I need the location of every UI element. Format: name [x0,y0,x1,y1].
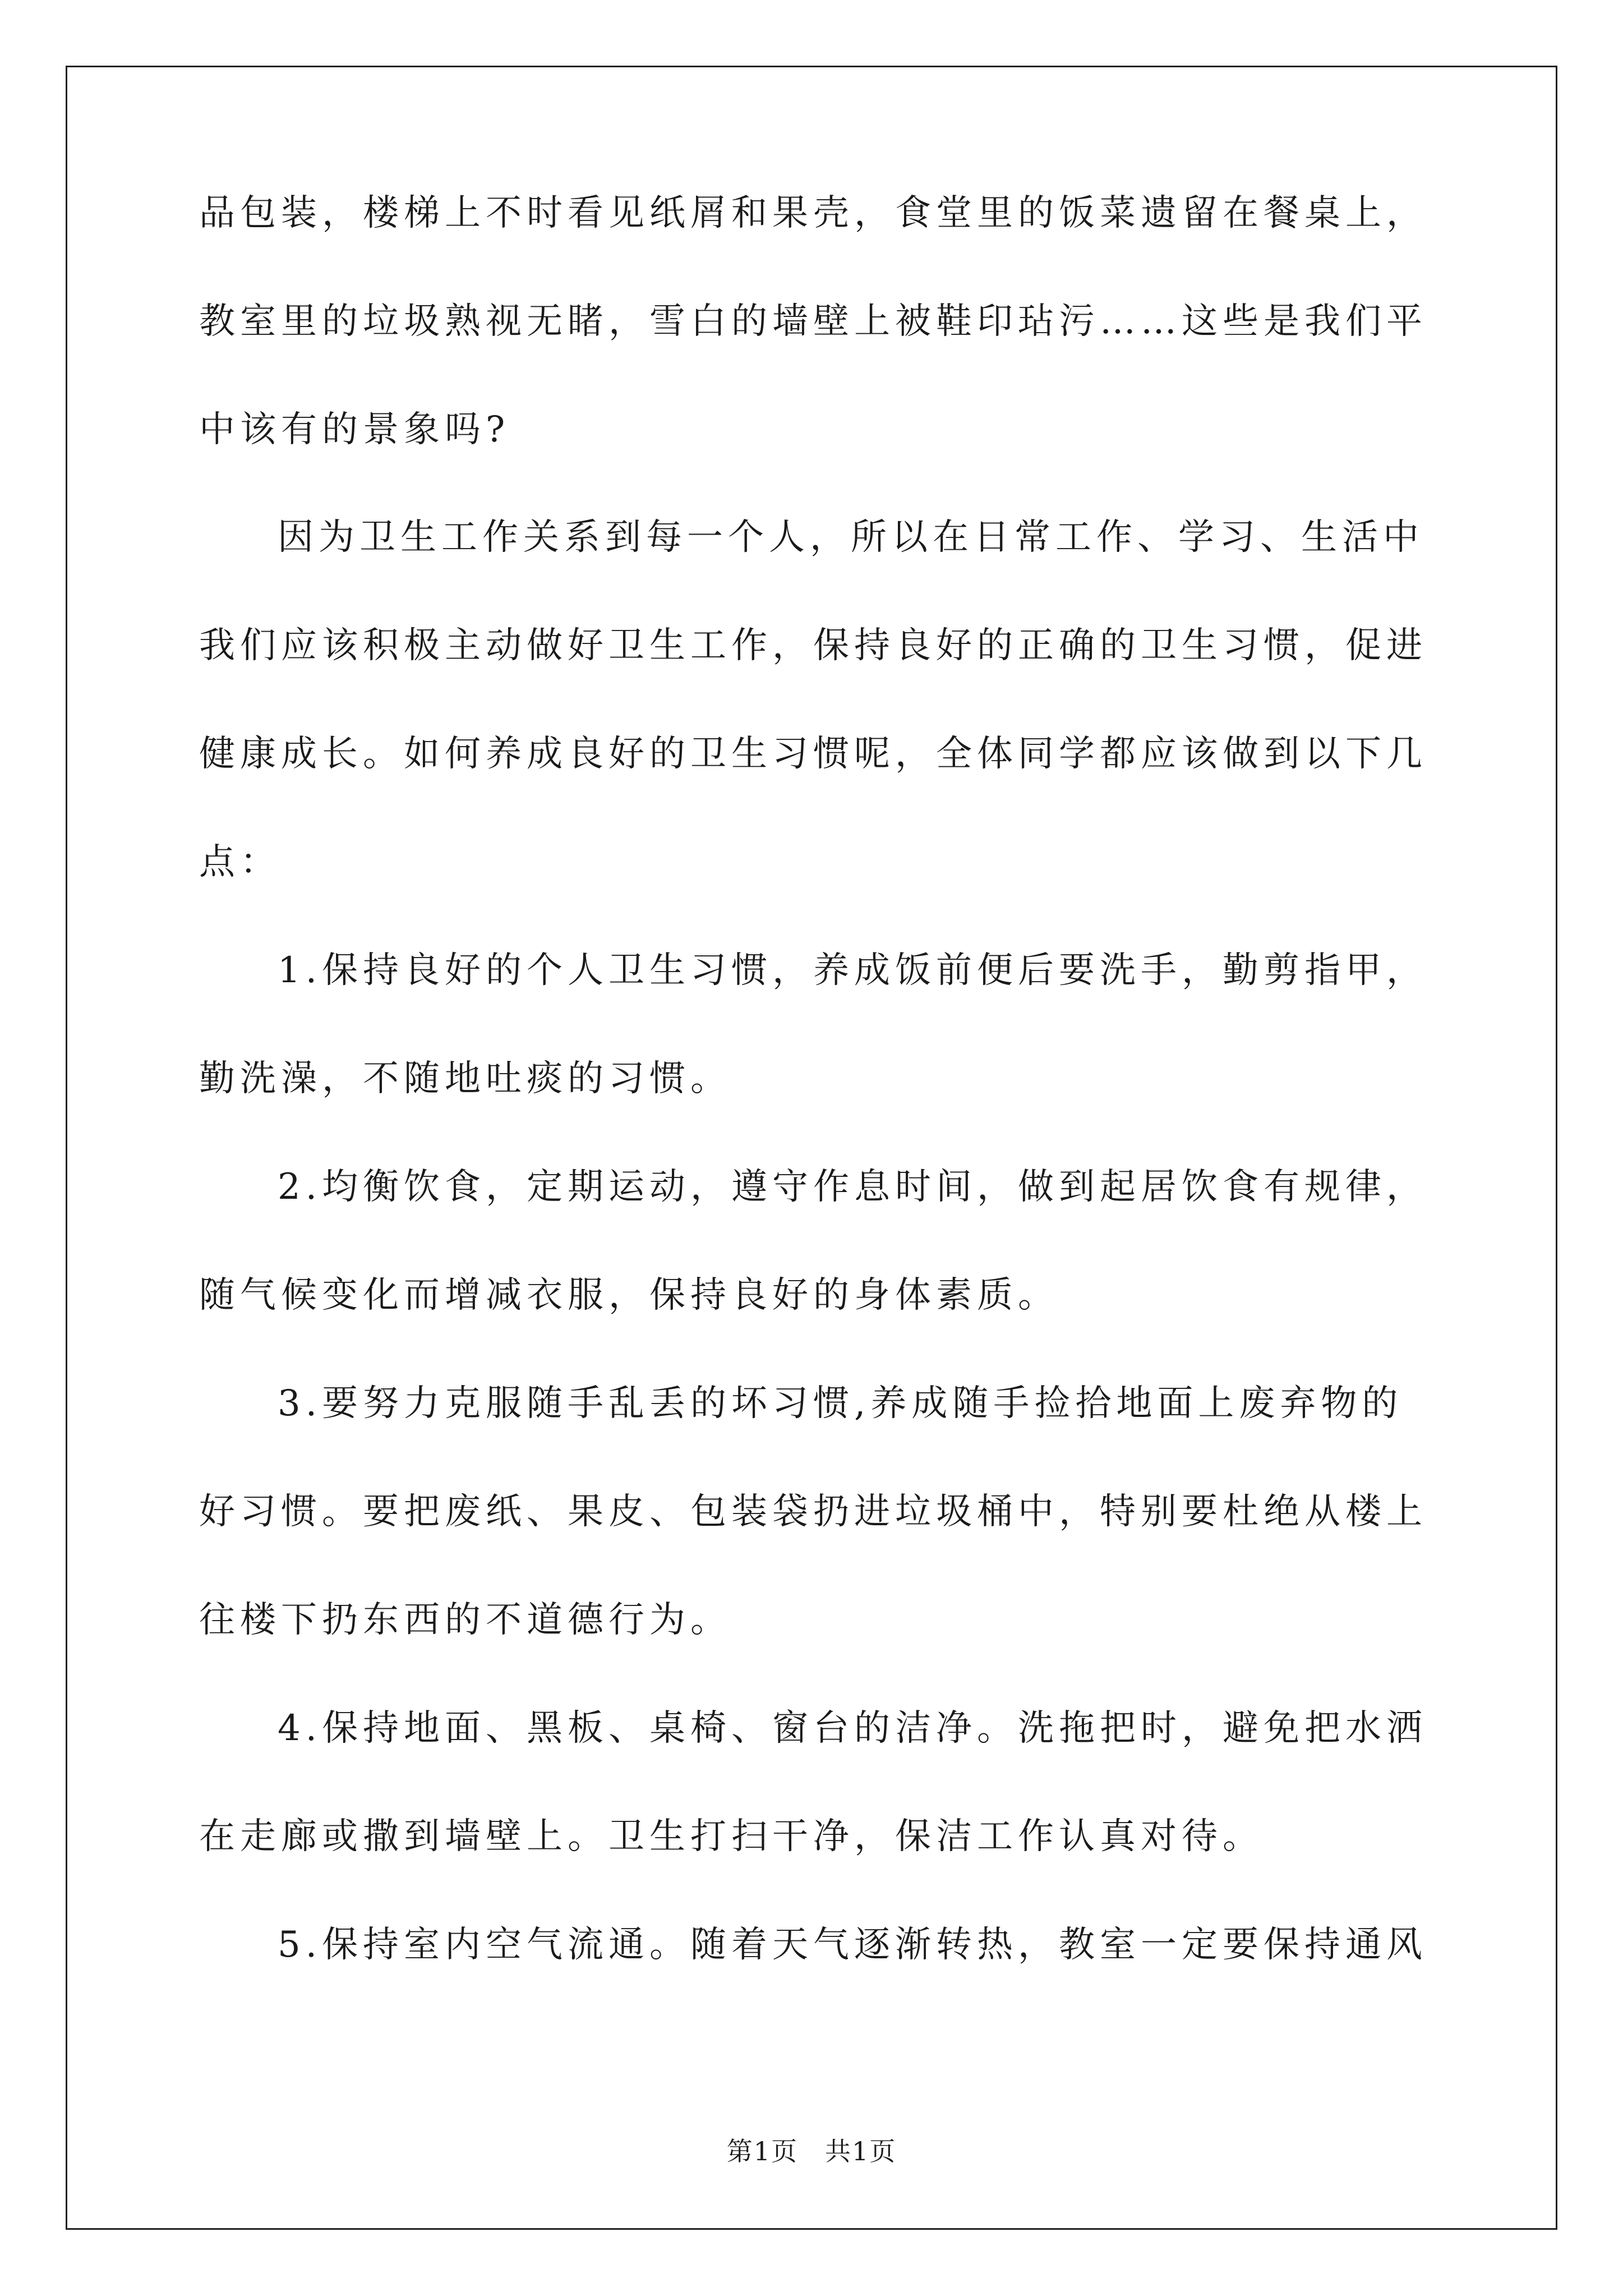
text-line-1: 品包装，楼梯上不时看见纸屑和果壳，食堂里的饭菜遗留在餐桌上， [199,192,1427,234]
list-item-2-line-1: 2.均衡饮食，定期运动，遵守作息时间，做到起居饮食有规律， [278,1166,1428,1208]
page-border [66,66,1557,2230]
list-item-3-line-1: 3.要努力克服随手乱丢的坏习惯,养成随手捡拾地面上废弃物的 [278,1383,1403,1424]
list-item-2-line-2: 随气候变化而增减衣服，保持良好的身体素质。 [199,1274,1059,1316]
list-item-4-line-2: 在走廊或撒到墙壁上。卫生打扫干净，保洁工作认真对待。 [199,1816,1264,1857]
list-item-1-line-2: 勤洗澡，不随地吐痰的习惯。 [199,1058,731,1099]
text-line-3: 中该有的景象吗? [199,409,510,450]
paragraph-intro-line-3: 健康成长。如何养成良好的卫生习惯呢，全体同学都应该做到以下几 [199,733,1427,775]
paragraph-intro-line-1: 因为卫生工作关系到每一个人，所以在日常工作、学习、生活中 [278,517,1424,558]
page-number-footer: 第1页 共1页 [726,2136,897,2166]
list-item-1-line-1: 1.保持良好的个人卫生习惯，养成饭前便后要洗手，勤剪指甲， [278,950,1428,991]
list-item-5-line-1: 5.保持室内空气流通。随着天气逐渐转热，教室一定要保持通风 [278,1924,1428,1966]
paragraph-intro-line-2: 我们应该积极主动做好卫生工作，保持良好的正确的卫生习惯，促进 [199,625,1427,666]
list-item-4-line-1: 4.保持地面、黑板、桌椅、窗台的洁净。洗拖把时，避免把水洒 [278,1708,1428,1749]
list-item-3-line-3: 往楼下扔东西的不道德行为。 [199,1599,731,1641]
paragraph-intro-line-4: 点： [199,841,281,883]
list-item-3-line-2: 好习惯。要把废纸、果皮、包装袋扔进垃圾桶中，特别要杜绝从楼上 [199,1491,1427,1533]
text-line-2: 教室里的垃圾熟视无睹，雪白的墙壁上被鞋印玷污……这些是我们平 [199,301,1427,342]
